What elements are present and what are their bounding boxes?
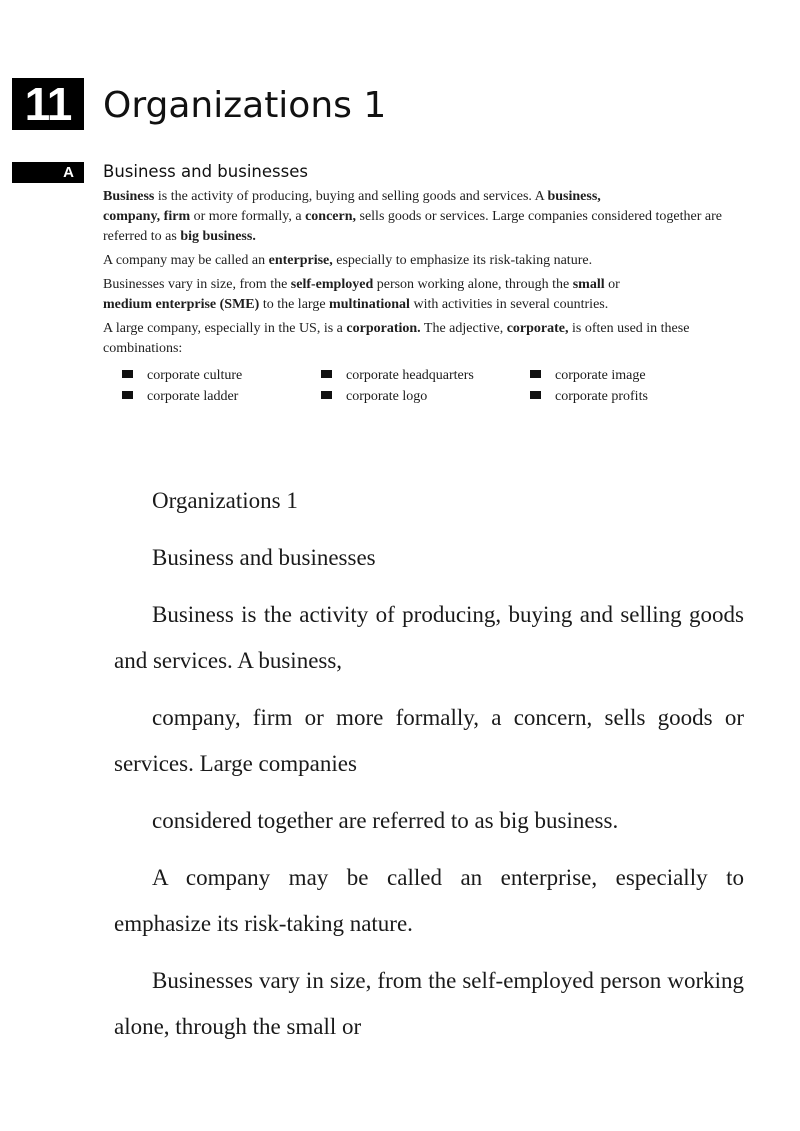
bullet-square-icon	[530, 391, 541, 399]
transcript-line: A company may be called an enterprise, especially to emphasize its risk-taking nature.	[114, 865, 744, 936]
list-item: corporate headquarters	[321, 365, 474, 386]
section-letter: A	[12, 162, 84, 183]
list-item: corporate image	[530, 365, 646, 386]
book-paragraph: A large company, especially in the US, is a corporation. The adjective, corporate, is often used in these combinations:	[103, 321, 690, 356]
bullet-square-icon	[530, 370, 541, 378]
transcript-line: Organizations 1	[152, 488, 298, 513]
chapter-number: 11	[12, 78, 84, 130]
list-item: corporate logo	[321, 386, 427, 407]
transcript-line: Businesses vary in size, from the self-employed person working alone, through the small or	[114, 968, 744, 1039]
bullet-square-icon	[122, 370, 133, 378]
transcript-line: Business and businesses	[152, 545, 376, 570]
book-paragraph: Businesses vary in size, from the self-employed person working alone, through the small or medium enterprise (SME) to the large multinational with activities in several countries.	[103, 277, 620, 312]
bullet-square-icon	[321, 370, 332, 378]
transcript-text	[114, 478, 744, 1061]
section-title: Business and businesses	[103, 162, 308, 181]
transcript-line: company, firm or more formally, a concern, sells goods or services. Large companies	[114, 705, 744, 776]
book-body	[103, 187, 743, 363]
list-item: corporate culture	[122, 365, 242, 386]
list-item: corporate profits	[530, 386, 648, 407]
bullet-square-icon	[321, 391, 332, 399]
chapter-title: Organizations 1	[103, 85, 387, 126]
book-paragraph: A company may be called an enterprise, especially to emphasize its risk-taking nature.	[103, 253, 593, 268]
transcript-line: considered together are referred to as big business.	[152, 808, 619, 833]
list-item: corporate ladder	[122, 386, 238, 407]
book-paragraph: Business is the activity of producing, buying and selling goods and services. A business, company, firm or more formally, a concern, sells goods or services. Large companies considered together are referred to as big business.	[103, 189, 722, 244]
bullet-square-icon	[122, 391, 133, 399]
transcript-line: Business is the activity of producing, buying and selling goods and services. A business,	[114, 602, 744, 673]
